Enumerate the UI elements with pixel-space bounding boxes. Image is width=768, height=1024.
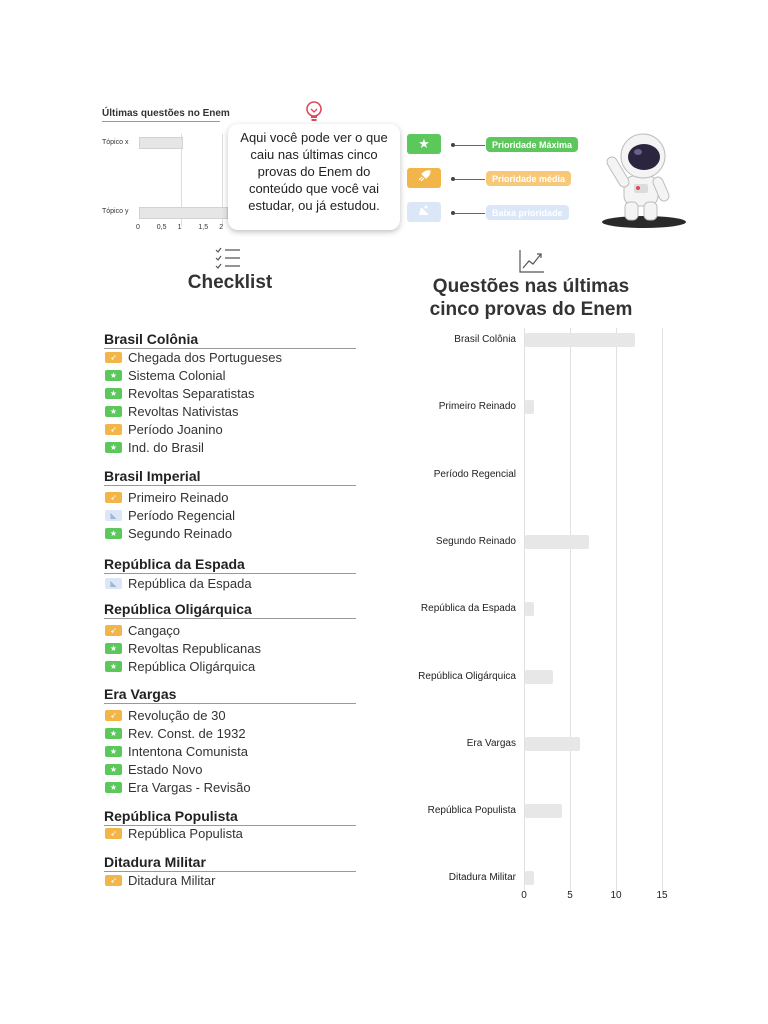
bar-category-label: República da Espada: [420, 603, 516, 615]
checklist-section-divider: [104, 573, 356, 574]
x-gridline: [570, 328, 571, 892]
x-gridline: [616, 328, 617, 892]
checklist-item-label: Era Vargas - Revisão: [128, 780, 251, 795]
checklist-item-label: Cangaço: [128, 623, 181, 638]
checklist-item[interactable]: [105, 368, 226, 383]
bar-category-label: República Populista: [427, 805, 516, 817]
checklist-section-title: República da Espada: [104, 556, 245, 572]
star-icon: ★: [105, 764, 122, 775]
checklist-item-label: República Oligárquica: [128, 659, 256, 674]
bar: [525, 871, 534, 885]
checklist-section-title: República Populista: [104, 808, 238, 824]
checklist-item[interactable]: [105, 386, 254, 401]
checklist-item[interactable]: [105, 659, 255, 674]
bar: [525, 804, 562, 818]
checklist-item[interactable]: [105, 440, 204, 455]
bar: [525, 737, 580, 751]
rocket-icon: ➶: [105, 710, 122, 721]
bar: [525, 333, 635, 347]
star-icon: ★: [105, 643, 122, 654]
checklist-item[interactable]: [105, 726, 246, 741]
x-gridline: [662, 328, 663, 892]
rocket-icon: ➶: [105, 625, 122, 636]
star-icon: ★: [105, 661, 122, 672]
legend-swatch-low: [407, 202, 441, 222]
star-icon: ★: [105, 528, 122, 539]
satellite-icon: ◣: [105, 510, 122, 521]
checklist-item-label: República da Espada: [128, 576, 252, 591]
star-icon: ★: [105, 728, 122, 739]
mini-chart-bar: [139, 137, 183, 149]
bar-category-label: Segundo Reinado: [435, 535, 516, 547]
mini-chart-category-label: Tópico y: [102, 208, 129, 215]
checklist-item-label: Primeiro Reinado: [128, 490, 229, 505]
mini-chart-title-underline: [102, 121, 220, 122]
bar-category-label: Período Regencial: [433, 468, 516, 480]
checklist-item-label: Sistema Colonial: [128, 368, 226, 383]
checklist-section-title: Ditadura Militar: [104, 854, 206, 870]
checklist-section-divider: [104, 703, 356, 704]
mini-chart-tick-label: 0: [136, 224, 140, 231]
checklist-item-label: Revolução de 30: [128, 708, 226, 723]
star-icon: ★: [105, 746, 122, 757]
bar: [525, 535, 589, 549]
star-icon: ★: [105, 388, 122, 399]
checklist-item-label: Revoltas Separatistas: [128, 386, 255, 401]
checklist-item[interactable]: [105, 744, 248, 759]
legend-swatch-max: [407, 134, 441, 154]
x-tick-label: 5: [567, 890, 573, 901]
satellite-icon: ◣: [105, 578, 122, 589]
checklist-item[interactable]: [105, 490, 228, 505]
checklist-item-label: Estado Novo: [128, 762, 203, 777]
mini-chart-tick-label: 1,5: [198, 224, 209, 231]
rocket-icon: ➶: [105, 828, 122, 839]
star-icon: ★: [105, 406, 122, 417]
bar-category-label: Ditadura Militar: [448, 872, 516, 884]
legend-label-max: Prioridade Máxima: [486, 137, 578, 152]
x-tick-label: 15: [656, 890, 668, 901]
mini-chart-tick-label: 0,5: [156, 224, 167, 231]
checklist-section-title: Era Vargas: [104, 686, 177, 702]
rocket-icon: ➶: [105, 352, 122, 363]
checklist-item[interactable]: [105, 404, 239, 419]
checklist-item-label: Período Regencial: [128, 508, 235, 523]
star-icon: ★: [105, 442, 122, 453]
checklist-item-label: Revoltas Republicanas: [128, 641, 261, 656]
checklist-item-label: Revoltas Nativistas: [128, 404, 239, 419]
checklist-item-label: República Populista: [128, 826, 243, 841]
mini-chart-tick-label: 2: [219, 224, 224, 231]
legend-connector: [455, 213, 485, 214]
checklist-item-label: Período Joanino: [128, 422, 223, 437]
checklist-item[interactable]: [105, 873, 215, 888]
mini-chart-tick-label: 1: [177, 224, 182, 231]
checklist-section-title: Brasil Colônia: [104, 331, 199, 347]
checklist-title: Checklist: [187, 272, 273, 293]
bar: [525, 602, 534, 616]
rocket-icon: ➶: [105, 492, 122, 503]
checklist-item[interactable]: [105, 422, 223, 437]
star-icon: ★: [105, 370, 122, 381]
checklist-section-divider: [104, 871, 356, 872]
bar-category-label: Primeiro Reinado: [438, 401, 516, 413]
checklist-item[interactable]: [105, 623, 180, 638]
checklist-item-label: Chegada dos Portugueses: [128, 350, 282, 365]
legend-swatch-med: [407, 168, 441, 188]
x-tick-label: 10: [610, 890, 622, 901]
star-icon: ★: [418, 136, 430, 151]
checklist-icon: [215, 246, 241, 275]
bar-category-label: Brasil Colônia: [454, 334, 516, 345]
checklist-section-title: República Oligárquica: [104, 601, 252, 617]
checklist-section-title: Brasil Imperial: [104, 468, 201, 484]
rocket-icon: ➶: [105, 424, 122, 435]
checklist-section-divider: [104, 485, 356, 486]
satellite-icon: [417, 203, 431, 221]
x-tick-label: 0: [521, 890, 527, 901]
checklist-item[interactable]: [105, 708, 226, 723]
mini-chart-category-label: Tópico x: [102, 139, 129, 146]
checklist-item[interactable]: [105, 508, 235, 523]
bar-category-label: Era Vargas: [466, 737, 516, 749]
checklist-item[interactable]: [105, 526, 232, 541]
checklist-item-label: Rev. Const. de 1932: [128, 726, 246, 741]
star-icon: ★: [105, 782, 122, 793]
legend-connector: [455, 145, 485, 146]
checklist-item[interactable]: [105, 641, 261, 656]
checklist-item[interactable]: [105, 350, 282, 365]
checklist-item[interactable]: [105, 762, 202, 777]
astronaut-illustration: [594, 124, 694, 235]
mini-chart-title: Últimas questões no Enem: [102, 108, 230, 119]
bar-category-label: República Oligárquica: [418, 670, 516, 682]
checklist-item[interactable]: [105, 780, 251, 795]
checklist-item[interactable]: [105, 826, 243, 841]
legend-connector: [455, 179, 485, 180]
legend-label-low: Baixa prioridade: [486, 205, 569, 220]
info-bubble-text: Aqui você pode ver o que caiu nas últimas cinco provas do Enem do conteúdo que você vai estudar, ou já estudou.: [240, 130, 388, 213]
bar: [525, 400, 534, 414]
mini-chart-bar: [139, 207, 228, 219]
checklist-item-label: Segundo Reinado: [128, 526, 233, 541]
checklist-section-divider: [104, 348, 356, 349]
checklist-item-label: Ditadura Militar: [128, 873, 216, 888]
rocket-icon: [417, 169, 431, 187]
bar: [525, 670, 553, 684]
checklist-section-divider: [104, 618, 356, 619]
checklist-item-label: Ind. do Brasil: [128, 440, 204, 455]
checklist-item-label: Intentona Comunista: [128, 744, 248, 759]
chart-title: Questões nas últimas cinco provas do Enem: [429, 276, 633, 320]
checklist-item[interactable]: [105, 576, 252, 591]
rocket-icon: ➶: [105, 875, 122, 886]
legend-label-med: Prioridade média: [486, 171, 571, 186]
